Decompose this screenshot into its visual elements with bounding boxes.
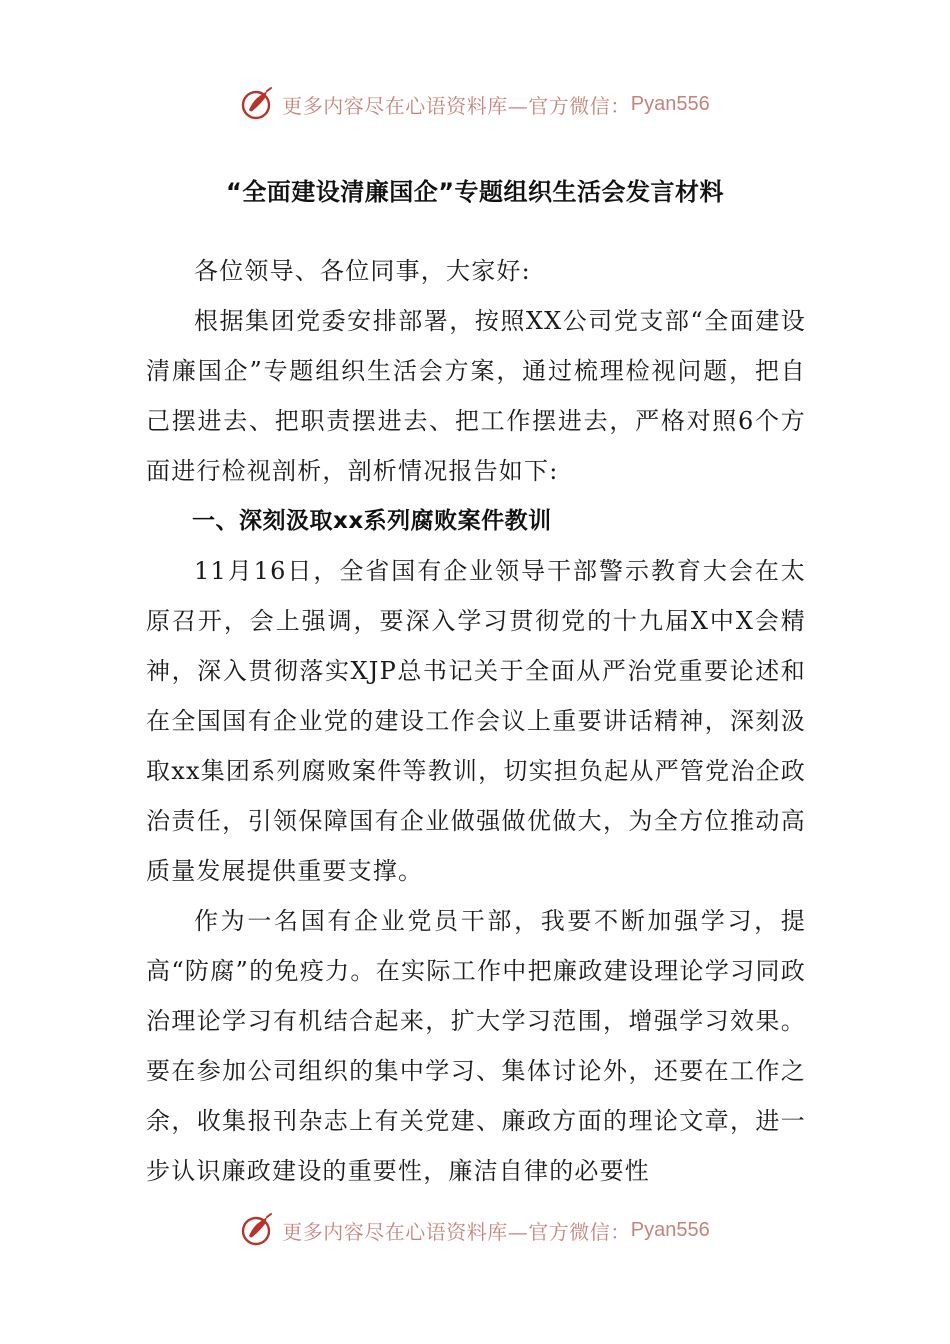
body-paragraph: 11月16日，全省国有企业领导干部警示教育大会在太原召开，会上强调，要深入学习贯彻党的十九届X中X会精神，深入贯彻落实XJP总书记关于全面从严治党重要论述和在全国国有企业党的建设工作会议上重要讲话精神，深刻汲取xx集团系列腐败案件等教训，切实担负起从严管党治企政治责任，引领保障国有企业做强做优做大，为全方位推动高质量发展提供重要支撑。 [146, 557, 806, 885]
pen-circle-icon [240, 1212, 276, 1248]
greeting-paragraph: 各位领导、各位同事，大家好: [194, 257, 531, 285]
intro-paragraph: 根据集团党委安排部署，按照XX公司党支部“全面建设清廉国企”专题组织生活会方案，通过梳理检视问题，把自己摆进去、把职责摆进去、把工作摆进去，严格对照6个方面进行检视剖析，剖析情况报告如下: [146, 307, 806, 485]
document-title: “全面建设清廉国企”专题组织生活会发言材料 [225, 178, 725, 206]
footer-watermark [0, 1208, 950, 1252]
watermark-content [240, 86, 709, 122]
pen-circle-icon [240, 86, 276, 122]
watermark-account: Pyan556 [630, 1218, 710, 1241]
watermark-text: 更多内容尽在心语资料库—官方微信： [282, 1219, 631, 1244]
watermark-content [240, 1212, 709, 1248]
section-heading: 一、深刻汲取xx系列腐败案件教训 [192, 508, 552, 534]
watermark-text: 更多内容尽在心语资料库—官方微信： [282, 93, 631, 118]
body-paragraph: 作为一名国有企业党员干部，我要不断加强学习，提高“防腐”的免疫力。在实际工作中把廉政建设理论学习同政治理论学习有机结合起来，扩大学习范围，增强学习效果。要在参加公司组织的集中学习、集体讨论外，还要在工作之余，收集报刊杂志上有关党建、廉政方面的理论文章，进一步认识廉政建设的重要性，廉洁自律的必要性 [146, 907, 806, 1185]
watermark-account: Pyan556 [630, 92, 710, 115]
document-body [146, 246, 806, 1196]
header-watermark [0, 82, 950, 126]
